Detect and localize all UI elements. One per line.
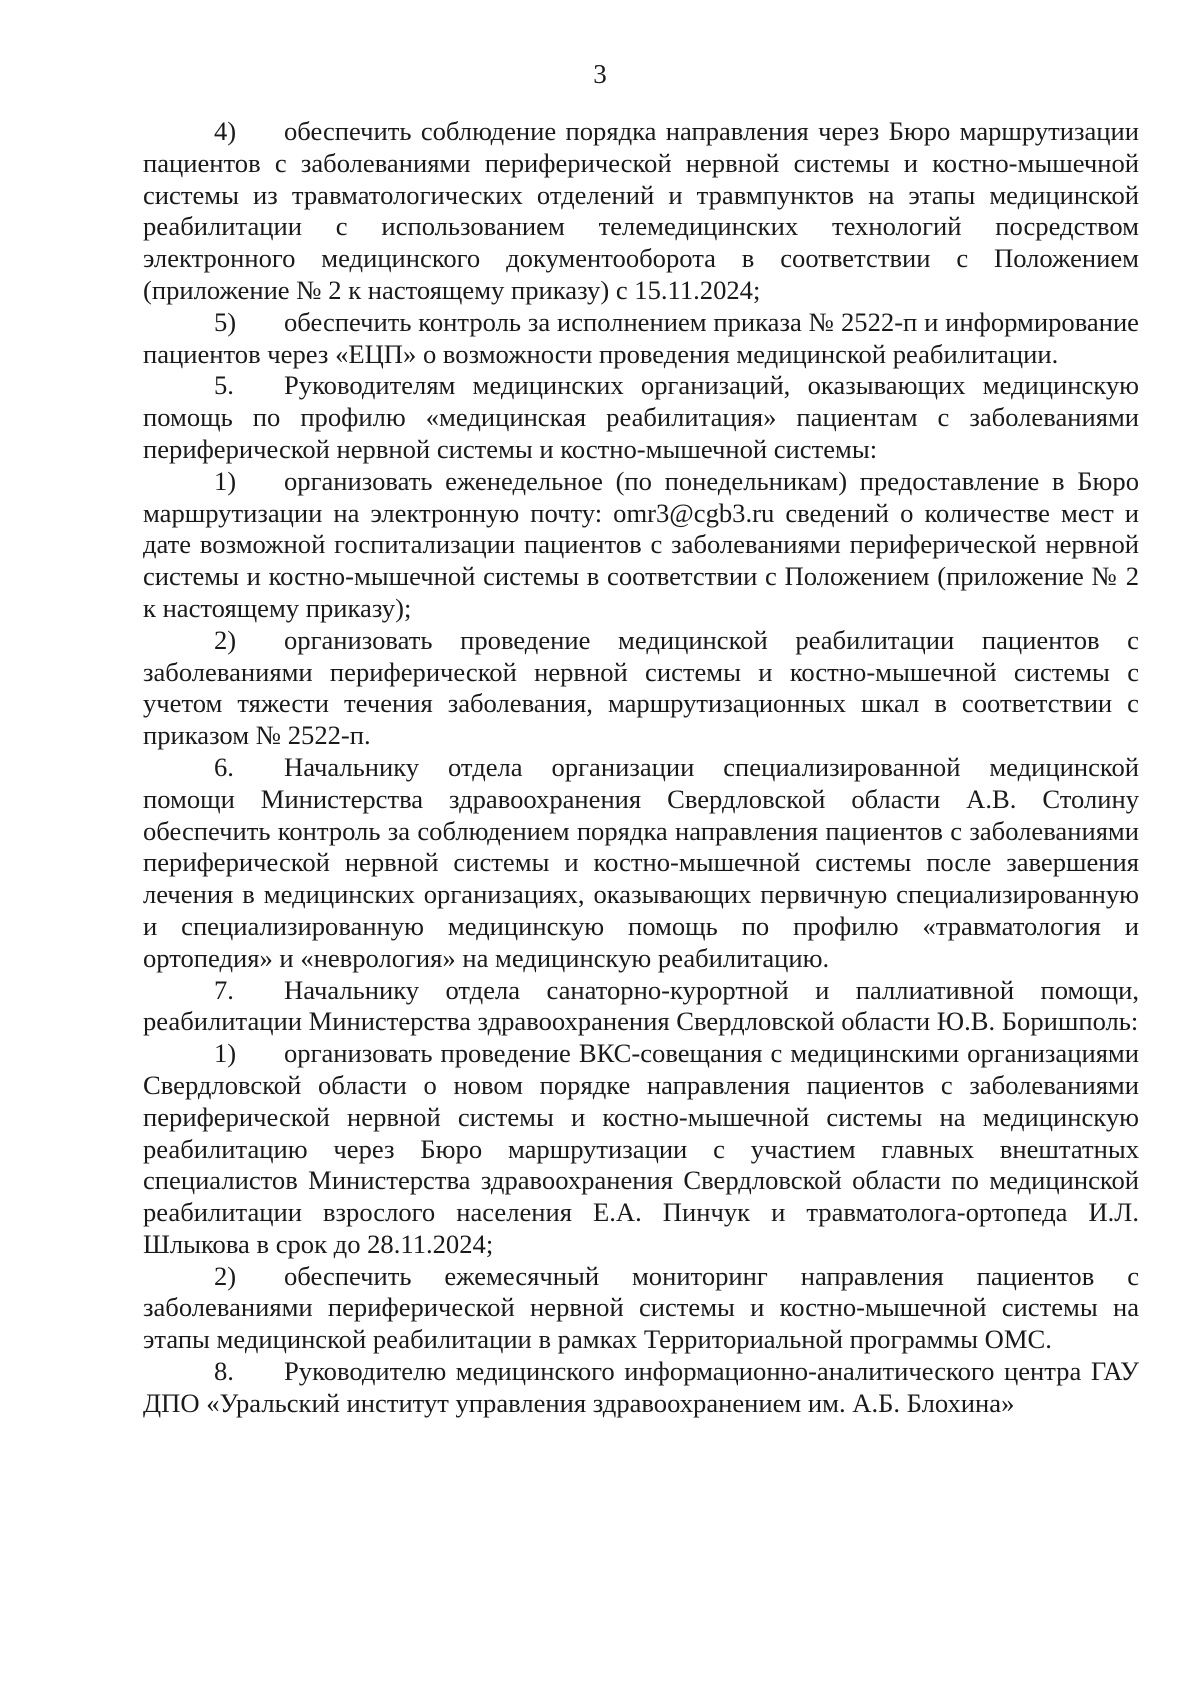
item-number: 4) [214,116,237,146]
paragraph-4-2 [143,307,1139,371]
item-text: обеспечить ежемесячный мониторинг направления пациентов с заболеваниями периферической нервной системы и костно-мышечной системы на этапы медицинской реабилитации в рамках Территориальной программы ОМС. [143,1260,1139,1355]
item-number: 5) [214,306,237,337]
item-text: организовать проведение медицинской реабилитации пациентов с заболеваниями периферической нервной системы и костно-мышечной системы с учетом тяжести течения заболевания, маршрутизационных шкал в соответствии с приказом № 2522-п. [143,624,1139,751]
item-text: Руководителю медицинского информационно-аналитического центра ГАУ ДПО «Уральский институт управления здравоохранением им. А.Б. Блохина» [143,1356,1139,1418]
item-text: обеспечить контроль за исполнением приказа № 2522-п и информирование пациентов через «ЕЦП» о возможности проведения медицинской реабилитации. [143,306,1139,369]
item-number: 8. [214,1356,234,1387]
item-text: Начальнику отдела организации специализированной медицинской помощи Министерства здравоохранения Свердловской области А.В. Столину обеспечить контроль за соблюдением порядка направления пациентов с заболеваниями периферической нервной системы и костно-мышечной системы после завершения лечения в медицинских организациях, оказывающих первичную специализированную и специализированную медицинскую помощь по профилю «травматология и ортопедия» и «неврология» на медицинскую реабилитацию. [143,751,1139,973]
item-number: 7. [214,974,234,1005]
document-body [143,116,1139,1420]
paragraph-5-1 [143,466,1139,625]
item-number: 5. [214,370,234,401]
item-text: Руководителям медицинских организаций, оказывающих медицинскую помощь по профилю «медицинская реабилитация» пациентам с заболеваниями периферической нервной системы и костно-мышечной системы: [143,370,1139,464]
item-text: организовать проведение ВКС-совещания с медицинскими организациями Свердловской области о новом порядке направления пациентов с заболеваниями периферической нервной системы и костно-мышечной системы на медицинскую реабилитацию через Бюро маршрутизации с участием главных внештатных специалистов Министерства здравоохранения Свердловской области по медицинской реабилитации взрослого населения Е.А. Пинчук и травматолога-ортопеда И.Л. Шлыкова в срок до 28.11.2024; [143,1038,1139,1259]
paragraph-8 [143,1356,1139,1420]
item-text: организовать еженедельное (по понедельникам) предоставление в Бюро маршрутизации на электронную почту: omr3@cgb3.ru сведений о количестве мест и дате возможной госпитализации пациентов с заболеваниями периферической нервной системы и костно-мышечной системы в соответствии с Положением (приложение № 2 к настоящему приказу); [143,465,1139,623]
item-number: 1) [214,465,237,496]
paragraph-7 [143,975,1139,1039]
item-number: 6. [214,751,234,782]
item-number: 2) [214,624,237,655]
item-text: обеспечить соблюдение порядка направления через Бюро маршрутизации пациентов с заболеваниями периферической нервной системы и костно-мышечной системы из травматологических отделений и травмпунктов на этапы медицинской реабилитации с использованием телемедицинских технологий посредством электронного медицинского документооборота в соответствии с Положением (приложение № 2 к настоящему приказу) с 15.11.2024; [143,116,1139,305]
item-number: 2) [214,1260,237,1291]
paragraph-4-1 [143,116,1139,307]
paragraph-7-1 [143,1038,1139,1261]
page-number: 3 [593,59,607,89]
paragraph-6 [143,752,1139,975]
paragraph-5-2 [143,625,1139,752]
item-number: 1) [214,1038,237,1069]
item-text: Начальнику отдела санаторно-курортной и паллиативной помощи, реабилитации Министерства здравоохранения Свердловской области Ю.В. Боришполь: [143,974,1139,1037]
paragraph-7-2 [143,1261,1139,1356]
paragraph-5 [143,370,1139,465]
